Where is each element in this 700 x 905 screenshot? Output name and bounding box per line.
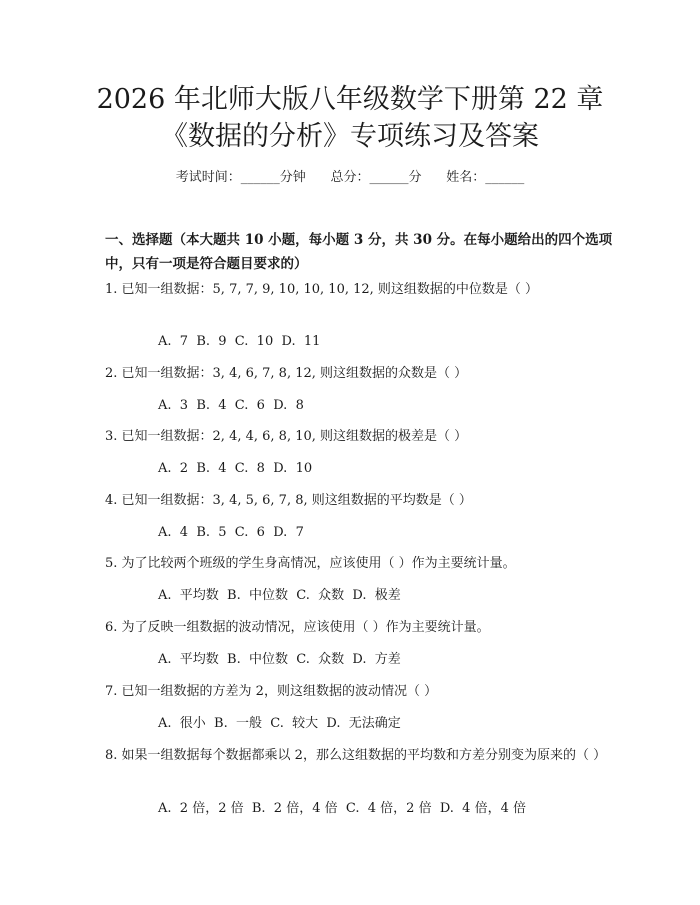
question-1: 1. 已知一组数据：5, 7, 7, 9, 10, 10, 10, 12, 则这组数据的中位数是（ ） [105, 282, 539, 297]
exam-info-line: 考试时间：______分钟 总分：______分 姓名：______ [175, 170, 525, 185]
question-1-options: A. 7 B. 9 C. 10 D. 11 [158, 334, 321, 349]
question-5: 5. 为了比较两个班级的学生身高情况，应该使用（ ）作为主要统计量。 [105, 556, 516, 571]
question-7: 7. 已知一组数据的方差为 2，则这组数据的波动情况（ ） [105, 684, 438, 699]
section-heading-multiple-choice: 一、选择题（本大题共 10 小题，每小题 3 分，共 30 分。在每小题给出的四个选项中，只有一项是符合题目要求的） [105, 232, 613, 272]
question-6-options: A. 平均数 B. 中位数 C. 众数 D. 方差 [158, 652, 401, 667]
question-2-options: A. 3 B. 4 C. 6 D. 8 [158, 398, 304, 413]
question-5-options: A. 平均数 B. 中位数 C. 众数 D. 极差 [158, 588, 401, 603]
question-3: 3. 已知一组数据：2, 4, 4, 6, 8, 10, 则这组数据的极差是（ ） [105, 429, 468, 444]
question-8-options: A. 2 倍，2 倍 B. 2 倍，4 倍 C. 4 倍，2 倍 D. 4 倍，4 倍 [158, 801, 526, 816]
question-8: 8. 如果一组数据每个数据都乘以 2，那么这组数据的平均数和方差分别变为原来的（ ） [105, 748, 607, 763]
question-3-options: A. 2 B. 4 C. 8 D. 10 [158, 461, 313, 476]
document-title-line1: 2026 年北师大版八年级数学下册第 22 章 [96, 84, 604, 115]
document-title-line2: 《数据的分析》专项练习及答案 [161, 121, 539, 152]
question-7-options: A. 很小 B. 一般 C. 较大 D. 无法确定 [158, 716, 401, 731]
question-4: 4. 已知一组数据：3, 4, 5, 6, 7, 8, 则这组数据的平均数是（ ） [105, 493, 472, 508]
question-6: 6. 为了反映一组数据的波动情况，应该使用（ ）作为主要统计量。 [105, 620, 490, 635]
question-2: 2. 已知一组数据：3, 4, 6, 7, 8, 12, 则这组数据的众数是（ ） [105, 366, 468, 381]
question-4-options: A. 4 B. 5 C. 6 D. 7 [158, 525, 304, 540]
